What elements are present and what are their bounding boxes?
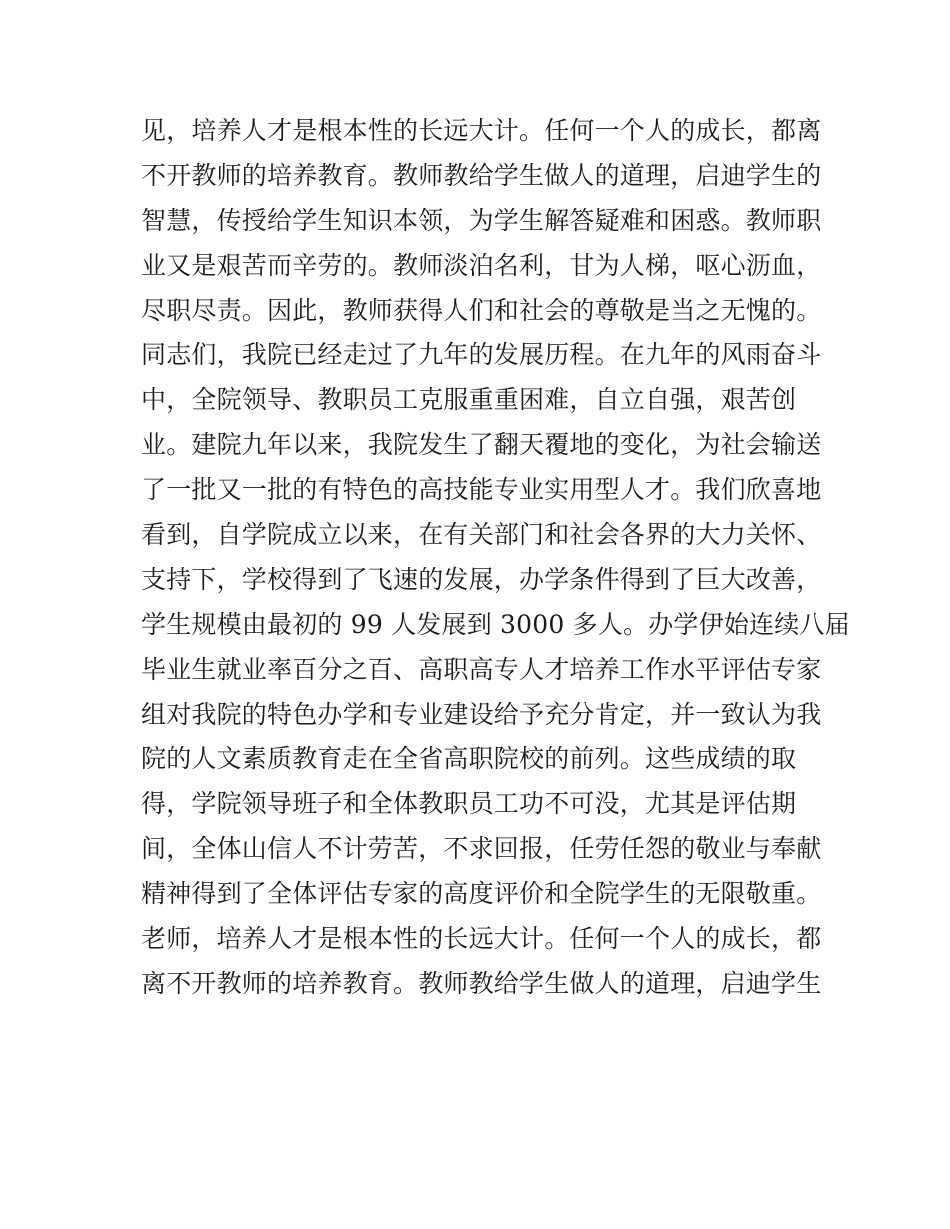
- text-line: 间，全体山信人不计劳苦，不求回报，任劳任怨的敬业与奉献: [141, 834, 822, 864]
- text-line: 毕业生就业率百分之百、高职高专人才培养工作水平评估专家: [141, 654, 822, 684]
- text-line: 智慧，传授给学生知识本领，为学生解答疑难和困惑。教师职: [141, 205, 822, 235]
- text-line: 学生规模由最初的 99 人发展到 3000 多人。办学伊始连续八届: [141, 609, 850, 639]
- text-line: 尽职尽责。因此，教师获得人们和社会的尊敬是当之无愧的。: [141, 295, 822, 325]
- text-line: 离不开教师的培养教育。教师教给学生做人的道理，启迪学生: [141, 968, 822, 998]
- body-text: [141, 109, 850, 1007]
- text-line: 了一批又一批的有特色的高技能专业实用型人才。我们欣喜地: [141, 475, 822, 505]
- text-line: 支持下，学校得到了飞速的发展，办学条件得到了巨大改善，: [141, 564, 822, 594]
- text-line: 中，全院领导、教职员工克服重重困难，自立自强，艰苦创: [141, 385, 797, 415]
- text-line: 不开教师的培养教育。教师教给学生做人的道理，启迪学生的: [141, 160, 822, 190]
- text-line: 同志们，我院已经走过了九年的发展历程。在九年的风雨奋斗: [141, 340, 822, 370]
- text-line: 业。建院九年以来，我院发生了翻天覆地的变化，为社会输送: [141, 430, 822, 460]
- text-line: 业又是艰苦而辛劳的。教师淡泊名利，甘为人梯，呕心沥血，: [141, 250, 822, 280]
- text-line: 老师，培养人才是根本性的长远大计。任何一个人的成长，都: [141, 924, 822, 954]
- text-line: 院的人文素质教育走在全省高职院校的前列。这些成绩的取: [141, 744, 797, 774]
- text-line: 见，培养人才是根本性的长远大计。任何一个人的成长，都离: [141, 116, 822, 145]
- text-line: 得，学院领导班子和全体教职员工功不可没，尤其是评估期: [141, 789, 797, 819]
- text-line: 组对我院的特色办学和专业建设给予充分肯定，并一致认为我: [141, 699, 822, 729]
- text-line: 精神得到了全体评估专家的高度评价和全院学生的无限敬重。: [141, 879, 822, 909]
- text-line: 看到，自学院成立以来，在有关部门和社会各界的大力关怀、: [141, 520, 822, 550]
